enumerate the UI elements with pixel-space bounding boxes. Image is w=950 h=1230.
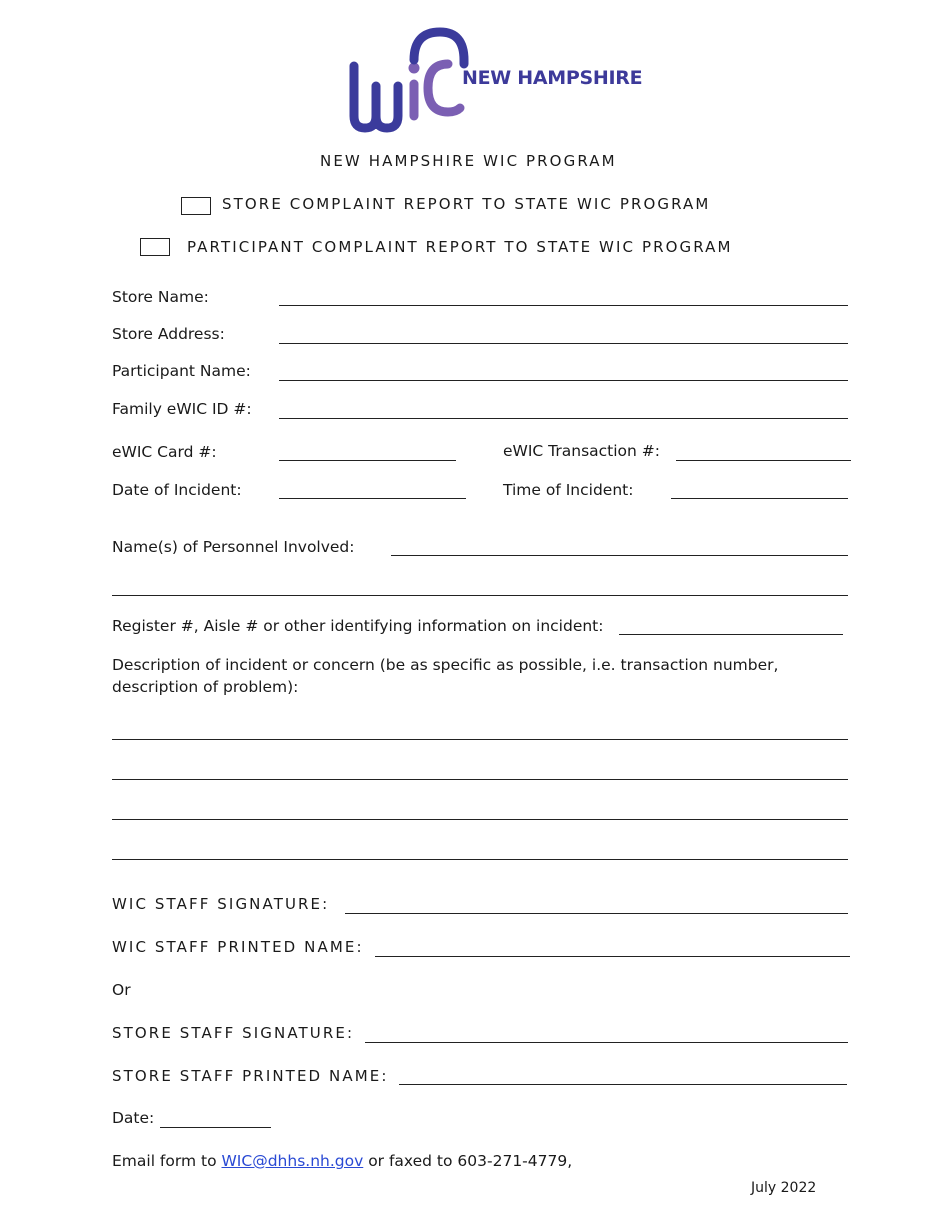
personnel-field-extra-line[interactable] [112, 595, 848, 596]
participant-complaint-label: PARTICIPANT COMPLAINT REPORT TO STATE WIC PROGRAM [187, 238, 733, 256]
program-title: NEW HAMPSHIRE WIC PROGRAM [320, 152, 617, 170]
email-prefix: Email form to [112, 1152, 222, 1170]
time-of-incident-field[interactable] [671, 498, 848, 499]
date-field[interactable] [160, 1127, 271, 1128]
submission-instructions [112, 1152, 572, 1170]
participant-complaint-checkbox[interactable] [140, 238, 170, 256]
personnel-label: Name(s) of Personnel Involved: [112, 538, 355, 556]
participant-name-label: Participant Name: [112, 362, 251, 380]
store-name-label: Store Name: [112, 288, 209, 306]
store-address-field[interactable] [279, 343, 848, 344]
transaction-number-field[interactable] [676, 460, 851, 461]
description-line[interactable] [112, 739, 848, 740]
time-of-incident-label: Time of Incident: [503, 481, 634, 499]
revision-date: July 2022 [751, 1180, 817, 1196]
personnel-field[interactable] [391, 555, 848, 556]
description-label-line1: Description of incident or concern (be as specific as possible, i.e. transaction number, [112, 656, 779, 674]
store-complaint-label: STORE COMPLAINT REPORT TO STATE WIC PROGRAM [222, 195, 711, 213]
store-signature-label: STORE STAFF SIGNATURE: [112, 1024, 355, 1042]
wic-logo [344, 24, 643, 136]
store-signature-field[interactable] [365, 1042, 848, 1043]
date-of-incident-field[interactable] [279, 498, 466, 499]
description-line[interactable] [112, 859, 848, 860]
logo-w-shape [354, 66, 398, 128]
card-number-label: eWIC Card #: [112, 443, 217, 461]
wic-signature-label: WIC STAFF SIGNATURE: [112, 895, 330, 913]
store-complaint-checkbox[interactable] [181, 197, 211, 215]
store-address-label: Store Address: [112, 325, 225, 343]
logo-c-shape [428, 64, 460, 112]
store-name-field[interactable] [279, 305, 848, 306]
family-id-field[interactable] [279, 418, 848, 419]
logo-arch [414, 32, 464, 64]
wic-signature-field[interactable] [345, 913, 848, 914]
description-label-line2: description of problem): [112, 678, 299, 696]
wic-printed-name-label: WIC STAFF PRINTED NAME: [112, 938, 364, 956]
participant-name-field[interactable] [279, 380, 848, 381]
description-line[interactable] [112, 819, 848, 820]
card-number-field[interactable] [279, 460, 456, 461]
store-printed-name-label: STORE STAFF PRINTED NAME: [112, 1067, 389, 1085]
transaction-number-label: eWIC Transaction #: [503, 442, 660, 460]
description-line[interactable] [112, 779, 848, 780]
date-of-incident-label: Date of Incident: [112, 481, 242, 499]
logo-state-label: NEW HAMPSHIRE [462, 67, 643, 89]
store-printed-name-field[interactable] [399, 1084, 847, 1085]
date-label: Date: [112, 1109, 155, 1127]
register-info-field[interactable] [619, 634, 843, 635]
wic-logo-mark [344, 24, 474, 136]
or-text: Or [112, 981, 131, 999]
register-info-label: Register #, Aisle # or other identifying information on incident: [112, 617, 604, 635]
email-link[interactable]: WIC@dhhs.nh.gov [221, 1152, 364, 1170]
wic-printed-name-field[interactable] [375, 956, 850, 957]
family-id-label: Family eWIC ID #: [112, 400, 252, 418]
fax-text: or faxed to 603-271-4779, [363, 1152, 573, 1170]
